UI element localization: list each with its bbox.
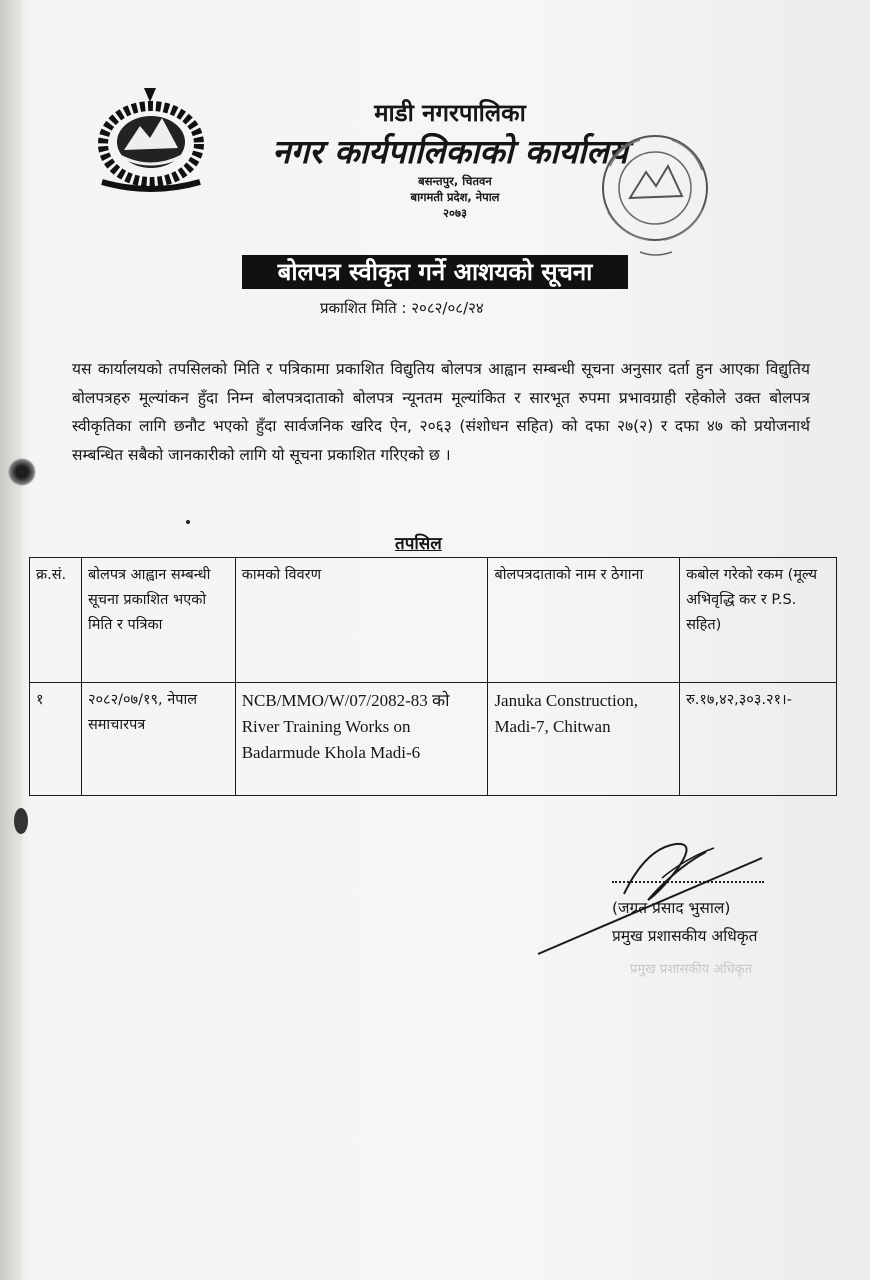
bid-details-table xyxy=(29,557,837,796)
table-caption: तपसिल xyxy=(395,534,442,554)
notice-body: यस कार्यालयको तपसिलको मिति र पत्रिकामा प्रकाशित विद्युतिय बोलपत्र आह्वान सम्बन्धी सूचना अनुसार दर्ता हुन आएका विद्युतिय बोलपत्रहरु मूल्यांकन हुँदा निम्न बोलपत्रदाताको बोलपत्र न्यूनतम मूल्यांकित र सारभूत रुपमा प्रभावग्राही रहेकोले उक्त बोलपत्र स्वीकृतिका लागि छनौट भएको हुँदा सार्वजनिक खरिद ऐन, २०६३ (संशोधन सहित) को दफा २७(२) र दफा ४७ को प्रयोजनार्थ सम्बन्धित सबैको जानकारीको लागि यो सूचना प्रकाशित गरिएको छ । xyxy=(72,360,810,464)
municipality-emblem-icon xyxy=(90,86,212,196)
cell-amount: रु.१७,४२,३०३.२१।- xyxy=(680,683,837,796)
address-line-1: बसन्तपुर, चितवन xyxy=(418,174,492,188)
table-header-row xyxy=(30,558,837,683)
header-bidder: बोलपत्रदाताको नाम र ठेगाना xyxy=(488,558,680,683)
cell-date-paper: २०८२/०७/१९, नेपाल समाचारपत्र xyxy=(81,683,235,796)
municipality-name: माडी नगरपालिका xyxy=(374,99,526,127)
cell-bidder: Januka Construction, Madi-7, Chitwan xyxy=(488,683,680,796)
signatory-designation: प्रमुख प्रशासकीय अधिकृत xyxy=(612,927,758,945)
faded-designation-stamp: प्रमुख प्रशासकीय अधिकृत xyxy=(630,962,753,977)
cell-work: NCB/MMO/W/07/2082-83 को River Training Works on Badarmude Khola Madi-6 xyxy=(235,683,488,796)
header-amount: कबोल गरेको रकम (मूल्य अभिवृद्धि कर र P.S. सहित) xyxy=(680,558,837,683)
cell-serial: १ xyxy=(30,683,82,796)
punch-hole-lower-icon xyxy=(14,808,28,834)
header-date-paper: बोलपत्र आह्वान सम्बन्धी सूचना प्रकाशित भएको मिति र पत्रिका xyxy=(81,558,235,683)
punch-hole-icon xyxy=(8,458,36,486)
office-name: नगर कार्यपालिकाको कार्यालय xyxy=(272,132,628,171)
published-date: प्रकाशित मिति : २०८२/०८/२४ xyxy=(320,299,484,317)
established-year: २०७३ xyxy=(443,206,467,220)
office-seal-stamp xyxy=(590,126,720,266)
table-row xyxy=(30,683,837,796)
paper-edge xyxy=(0,0,22,1280)
signatory-name: (जग्रत प्रसाद भुसाल) xyxy=(612,899,731,917)
ink-dot xyxy=(186,520,190,524)
header-serial: क्र.सं. xyxy=(30,558,82,683)
office-address xyxy=(380,173,530,221)
address-line-2: बागमती प्रदेश, नेपाल xyxy=(410,190,500,204)
notice-title: बोलपत्र स्वीकृत गर्ने आशयको सूचना xyxy=(242,255,628,289)
header-work: कामको विवरण xyxy=(235,558,488,683)
